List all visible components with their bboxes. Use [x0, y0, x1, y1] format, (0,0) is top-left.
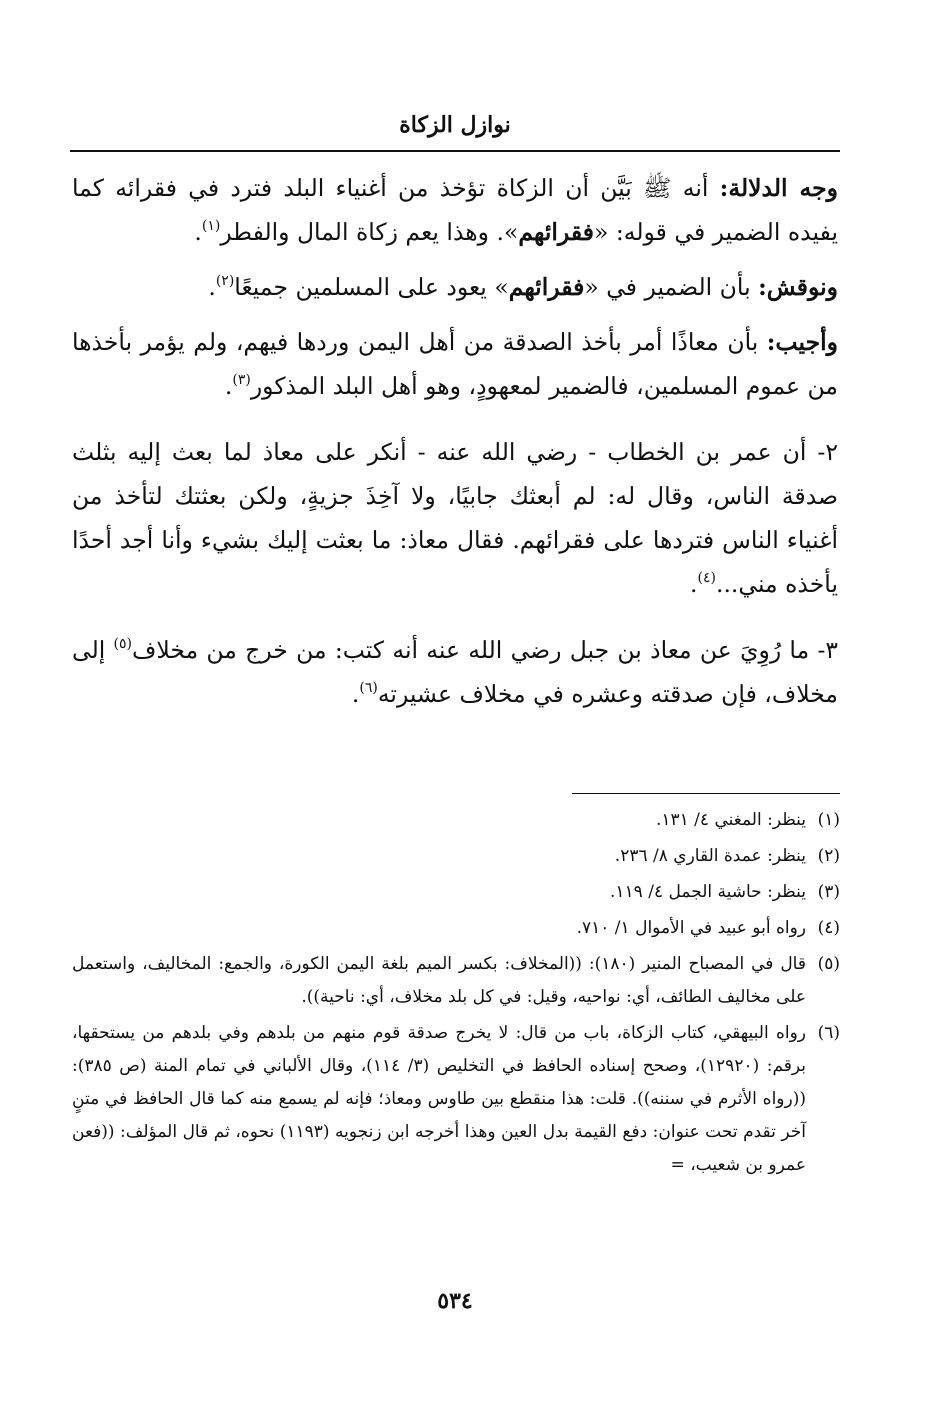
footnote-ref[interactable]: (٤) — [697, 570, 716, 586]
main-text — [72, 166, 838, 727]
paragraph-text: بأن الضمير في « — [584, 273, 759, 301]
paragraph-text: إلى مخلاف، فإن صدقته وعشره في مخلاف عشيرته — [72, 636, 838, 708]
footnote — [72, 912, 840, 945]
paragraph-end: . — [351, 680, 360, 708]
lead-term: ونوقش: — [758, 273, 838, 301]
footnote-number: (٢) — [817, 846, 840, 866]
paragraph-end: . — [690, 570, 698, 598]
footnote-text: ينظر: عمدة القاري ٨/ ٢٣٦. — [614, 846, 806, 866]
footnote-number: (٤) — [817, 918, 840, 938]
paragraph-text: بأن معاذًا أمر بأخذ الصدقة من أهل اليمن وردها فيهم، ولم يؤمر بأخذها من عموم المسلمين، فالضمير لمعهودٍ، وهو أهل البلد المذكور — [72, 328, 838, 400]
paragraph-text: ٣- ما رُوِيَ عن معاذ بن جبل رضي الله عنه أنه كتب: من خرج من مخلاف — [132, 636, 839, 664]
paragraph-end: . — [208, 273, 216, 301]
footnote — [72, 1017, 840, 1182]
paragraph-text: » يعود على المسلمين جميعًا — [234, 273, 509, 301]
footnote — [72, 840, 840, 873]
footnote-separator — [572, 793, 840, 794]
lead-term: وأجيب: — [766, 328, 838, 356]
paragraph-point-3 — [72, 628, 838, 716]
footnote-ref[interactable]: (٥) — [113, 636, 133, 652]
footnote — [72, 876, 840, 909]
footnote — [72, 948, 840, 1014]
paragraph-end: . — [224, 372, 233, 400]
footnote-text: رواه البيهقي، كتاب الزكاة، باب من قال: لا يخرج صدقة قوم منهم من بلدهم وفي بلدهم من يستحقها، برقم: (١٢٩٢٠)، وصحح إسناده الحافظ في التخليص (٣/ ١١٤)، وقال الألباني في تمام المنة (ص ٣٨٥): ((رواه الأثرم في سننه)). قلت: هذا منقطع بين طاوس ومعاذ؛ فإنه لم يسمع منه كما قال الحافظ في متنٍ آخر تقدم تحت عنوان: دفع القيمة بدل العين وهذا أخرجه ابن زنجويه (١١٩٣) نحوه، ثم قال المؤلف: ((فعن عمرو بن شعيب، = — [72, 1023, 806, 1175]
footnote-ref[interactable]: (٢) — [215, 273, 235, 289]
footnote — [72, 804, 840, 837]
paragraph-text: أنه ﷺ بَيَّن أن الزكاة تؤخذ من أغنياء البلد فترد في فقرائه كما يفيده الضمير في قوله: « — [72, 174, 838, 246]
footnote-number: (٣) — [817, 882, 840, 902]
paragraph-end: . — [194, 218, 202, 246]
footnote-ref[interactable]: (٣) — [232, 372, 251, 388]
header-rule — [70, 150, 840, 152]
lead-term: وجه الدلالة: — [719, 174, 838, 202]
paragraph-answer — [72, 320, 838, 408]
footnote-text: ينظر: المغني ٤/ ١٣١. — [655, 810, 806, 830]
footnote-text: قال في المصباح المنير (١٨٠): ((المخلاف: بكسر الميم بلغة اليمن الكورة، والجمع: المخاليف، واستعمل على مخاليف الطائف، أي: نواحيه، وقيل: في كل بلد مخلاف، أي: ناحية)). — [72, 954, 806, 1007]
page-number: ٥٣٤ — [437, 1288, 473, 1314]
footnote-number: (٦) — [817, 1023, 840, 1043]
paragraph-text: ٢- أن عمر بن الخطاب - رضي الله عنه - أنكر على معاذ لما بعث إليه بثلث صدقة الناس، وقال له: لم أبعثك جابيًا، ولا آخِذَ جزيةٍ، ولكن بعثتك لتأخذ من أغنياء الناس فتردها على فقرائهم. فقال معاذ: ما بعثت إليك بشيء وأنا أجد أحدًا يأخذه مني... — [72, 438, 838, 598]
emphasized-word: فقرائهم — [508, 273, 585, 301]
running-header: نوازل الزكاة — [399, 112, 511, 138]
paragraph-text: ». وهذا يعم زكاة المال والفطر — [220, 218, 519, 246]
footnote-text: ينظر: حاشية الجمل ٤/ ١١٩. — [610, 882, 806, 902]
footnote-text: رواه أبو عبيد في الأموال ١/ ٧١٠. — [576, 918, 806, 938]
footnote-ref[interactable]: (١) — [201, 218, 221, 234]
paragraph-objection — [72, 265, 838, 309]
paragraph-evidence — [72, 166, 838, 254]
emphasized-word: فقرائهم — [518, 218, 594, 246]
footnote-number: (١) — [817, 810, 840, 830]
footnote-ref[interactable]: (٦) — [359, 680, 378, 696]
footnotes — [72, 804, 840, 1185]
footnote-number: (٥) — [817, 954, 840, 974]
paragraph-point-2 — [72, 430, 838, 606]
